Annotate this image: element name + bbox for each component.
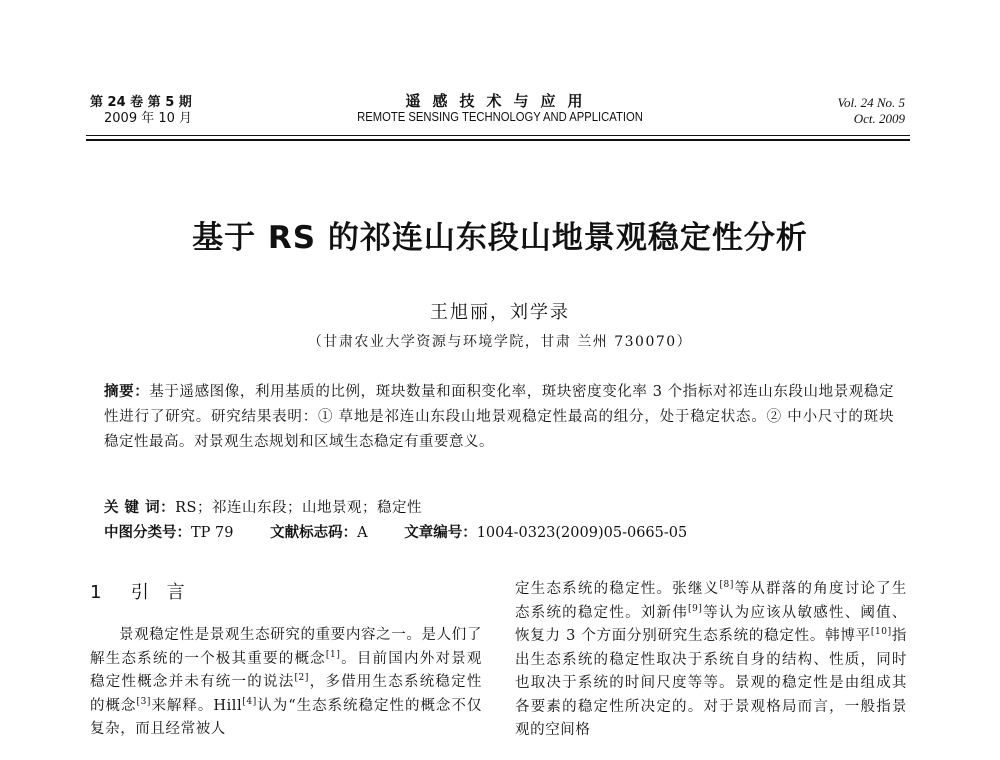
header-volume-issue [90,95,192,127]
journal-name-en: REMOTE SENSING TECHNOLOGY AND APPLICATION [357,110,643,124]
text-run: 定生态系统的稳定性。张继义 [515,581,720,597]
article-label: 文章编号： [404,525,477,541]
text-run: 等从群落的角度讨论了生态系统的稳定性。刘新伟 [515,581,907,621]
citation-3[interactable]: [3] [136,696,152,707]
header-rule-thick [86,139,910,141]
article-value: 1004-0323(2009)05-0665-05 [476,525,688,541]
text-run: 认为“生态系统稳定性的概念不仅复杂，而且经常被人 [90,697,482,737]
abstract [104,380,894,455]
keywords-text: RS；祁连山东段；山地景观；稳定性 [175,500,422,516]
header-volume: 第 24 卷 第 5 期 [90,95,192,110]
abstract-label: 摘要： [104,384,150,400]
doc-label: 文献标志码： [270,525,358,541]
paper-affiliation: （甘肃农业大学资源与环境学院，甘肃 兰州 730070） [307,334,693,350]
clc-value: TP 79 [191,525,234,541]
citation-4[interactable]: [4] [242,696,257,707]
text-run: 指出生态系统的稳定性取决于系统自身的结构、性质，同时也取决于系统的时间尺度等等。景观的稳定性是由组成其各要素的稳定性所决定的。对于景观格局而言，一般指景观的空间格 [515,628,907,738]
document-code [270,525,367,541]
continued-paragraph [515,578,907,743]
clc-label: 中图分类号： [104,525,191,541]
citation-2[interactable]: [2] [294,673,309,684]
section-number: 1 [90,582,108,603]
keywords [104,496,422,517]
paper-title: 基于 RS 的祁连山东段山地景观稳定性分析 [192,220,808,256]
header-vol-en: Vol. 24 No. 5 [837,95,905,110]
article-number [404,525,687,541]
citation-1[interactable]: [1] [325,649,341,660]
body-left-column [90,624,482,742]
header-date-en: Oct. 2009 [853,111,905,126]
text-run: 。目前国内外对景观稳定性概念并未有统一的说法 [90,650,483,690]
journal-name-cn: 遥感技术与应用 [405,92,595,110]
text-run: ，多借用生态系统稳定性的概念 [90,674,482,714]
text-run: 景观稳定性是景观生态研究的重要内容之一。是人们了解生态系统的一个极其重要的概念 [90,627,482,667]
intro-paragraph [90,624,482,742]
citation-10[interactable]: [10] [870,627,892,638]
citation-8[interactable]: [8] [719,580,734,591]
header-journal [250,93,750,125]
text-run: 来解释。Hill [151,697,243,714]
abstract-text: 基于遥感图像，利用基质的比例，斑块数量和面积变化率，斑块密度变化率 3 个指标对祁连山东段山地景观稳定性进行了研究。研究结果表明：① 草地是祁连山东段山地景观稳定性最高的组分，处于稳定状态。② 中小尺寸的斑块稳定性最高。对景观生态规划和区域生态稳定有重要意义。 [104,384,894,450]
text-run: 等认为应该从敏感性、阈值、恢复力 3 个方面分别研究生态系统的稳定性。韩博平 [515,604,907,644]
body-right-column [515,578,907,743]
header-rule-thin [86,135,910,136]
clc-number [104,525,234,541]
keywords-label: 关 键 词： [104,500,176,516]
header-volume-en [837,95,905,127]
citation-9[interactable]: [9] [687,603,703,614]
doc-value: A [357,525,368,541]
paper-authors: 王旭丽，刘学录 [430,302,570,323]
header-date: 2009 年 10 月 [104,111,193,126]
classification-line [104,521,719,542]
section-heading [90,578,191,604]
section-title: 引 言 [130,582,191,603]
